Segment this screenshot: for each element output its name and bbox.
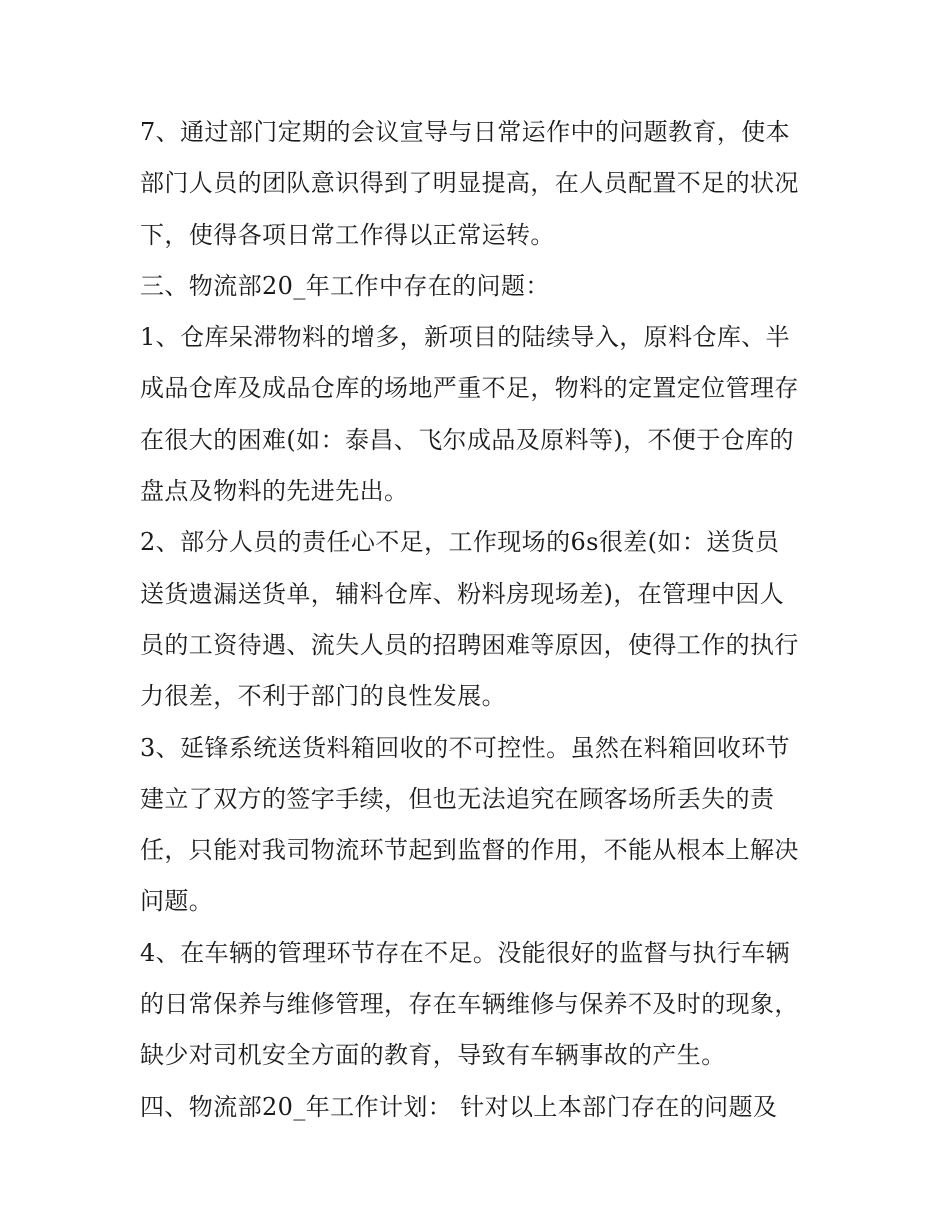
text-line: 盘点及物料的先进先出。 [140,477,409,506]
text-line: 7、通过部门定期的会议宣导与日常运作中的问题教育，使本 [140,118,791,146]
text-line: 缺少对司机安全方面的教育，导致有车辆事故的产生。 [140,1041,726,1070]
text-line: 的日常保养与维修管理，存在车辆维修与保养不及时的现象， [140,990,799,1019]
text-line: 部门人员的团队意识得到了明显提高，在人员配置不足的状况 [140,169,799,198]
text-line: 员的工资待遇、流失人员的招聘困难等原因，使得工作的执行 [140,630,799,659]
text-line: 建立了双方的签字手续，但也无法追究在顾客场所丢失的责 [140,784,775,813]
section-heading-problems: 三、物流部20_年工作中存在的问题： [140,271,550,300]
text-line: 在很大的困难(如：泰昌、飞尔成品及原料等)，不便于仓库的 [140,425,794,454]
text-line: 送货遗漏送货单，辅料仓库、粉料房现场差)，在管理中因人 [140,579,785,608]
text-line: 4、在车辆的管理环节存在不足。没能很好的监督与执行车辆 [140,938,791,967]
text-line: 问题。 [140,887,214,916]
text-line: 2、部分人员的责任心不足，工作现场的6s很差(如：送货员 [140,528,780,557]
document-body [140,107,820,1133]
text-line: 力很差，不利于部门的良性发展。 [140,682,506,711]
text-line: 1、仓库呆滞物料的增多，新项目的陆续导入，原料仓库、半 [140,323,791,352]
text-line: 任，只能对我司物流环节起到监督的作用，不能从根本上解决 [140,836,799,865]
text-line: 下，使得各项日常工作得以正常运转。 [140,220,555,249]
section-heading-plan: 四、物流部20_年工作计划： 针对以上本部门存在的问题及 [140,1092,778,1121]
text-line: 成品仓库及成品仓库的场地严重不足，物料的定置定位管理存 [140,374,799,403]
text-line: 3、延锋系统送货料箱回收的不可控性。虽然在料箱回收环节 [140,733,791,762]
